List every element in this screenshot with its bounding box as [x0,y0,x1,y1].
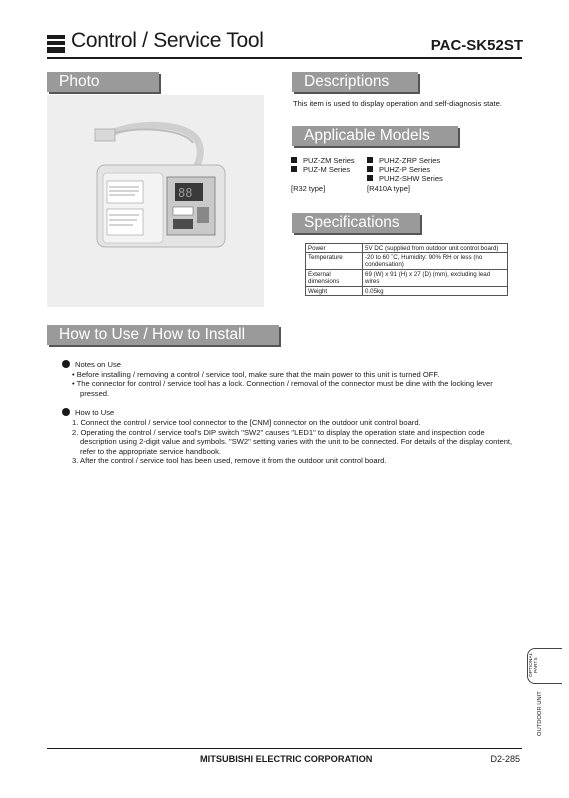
descriptions-text: This item is used to display operation and self-diagnosis state. [293,99,502,108]
spec-label: Weight [306,287,363,296]
model-item: PUZ-M Series [291,165,355,174]
spec-value: 5V DC (supplied from outdoor unit control board) [363,244,508,253]
spec-label: Power [306,244,363,253]
step-item: 2. Operating the control / service tool's DIP switch "SW2" causes "LED1" to display the operation state and inspection code description using 2-digit value and symbols. "SW2" setting varies with the unit to be connected. For details of the display content, refer to the appropriate service handbook. [72,427,513,456]
header-divider [47,57,522,59]
side-tab-optional-parts-label: OPTIONAL PARTS [529,652,539,678]
company-name: MITSUBISHI ELECTRIC CORPORATION [200,754,373,764]
spec-label: Temperature [306,253,363,270]
applicable-models-heading: Applicable Models [292,126,458,146]
model-number: PAC-SK52ST [430,37,523,54]
product-photo [47,95,264,307]
r32-type-label: [R32 type] [291,183,326,193]
page-number: D2-285 [490,754,520,764]
how-to-heading: How to Use / How to Install [47,325,279,345]
table-row [306,287,508,296]
specifications-heading: Specifications [292,213,420,233]
step-item: 1. Connect the control / service tool connector to the [CNM] connector on the outdoor unit control board. [72,417,421,427]
side-tab-outdoor-unit-label: OUTDOOR UNIT [537,691,543,737]
note-item: • Before installing / removing a control / service tool, make sure that the main power to this unit is turned OFF. [72,369,440,379]
square-bullet-icon [291,157,297,163]
model-item: PUHZ-P Series [367,165,443,174]
svg-text:88: 88 [178,186,193,200]
page-title: Control / Service Tool [71,29,264,52]
descriptions-heading: Descriptions [292,72,418,92]
how-to-content [62,360,514,466]
bullet-dot-icon [62,408,70,416]
footer-divider [47,748,522,749]
spec-value: 69 (W) x 91 (H) x 27 (D) (mm), excluding lead wires [363,270,508,287]
note-item: • The connector for control / service tool has a lock. Connection / removal of the connector must be dine with the locking lever pressed. [72,379,493,398]
square-bullet-icon [367,157,373,163]
r32-model-column [291,156,355,193]
model-item: PUZ-ZM Series [291,156,355,165]
spec-value: 0.05kg [363,287,508,296]
bullet-dot-icon [62,360,70,368]
step-item: 3. After the control / service tool has been used, remove it from the outdoor unit control board. [72,456,387,466]
r410a-type-label: [R410A type] [367,183,410,193]
square-bullet-icon [367,175,373,181]
use-heading: How to Use [62,408,514,418]
table-row [306,253,508,270]
specifications-table [305,243,508,296]
spec-value: -20 to 60 ˚C, Humidity: 90% RH or less (no condensation) [363,253,508,270]
photo-heading: Photo [47,72,159,92]
table-row [306,270,508,287]
r410a-model-column [367,156,443,193]
product-photo-illustration [47,95,264,307]
notes-heading: Notes on Use [62,360,514,370]
square-bullet-icon [291,166,297,172]
model-item: PUHZ-ZRP Series [367,156,443,165]
header-logo-mark [47,35,65,53]
table-row [306,244,508,253]
square-bullet-icon [367,166,373,172]
spec-label: External dimensions [306,270,363,287]
model-item: PUHZ-SHW Series [367,174,443,183]
